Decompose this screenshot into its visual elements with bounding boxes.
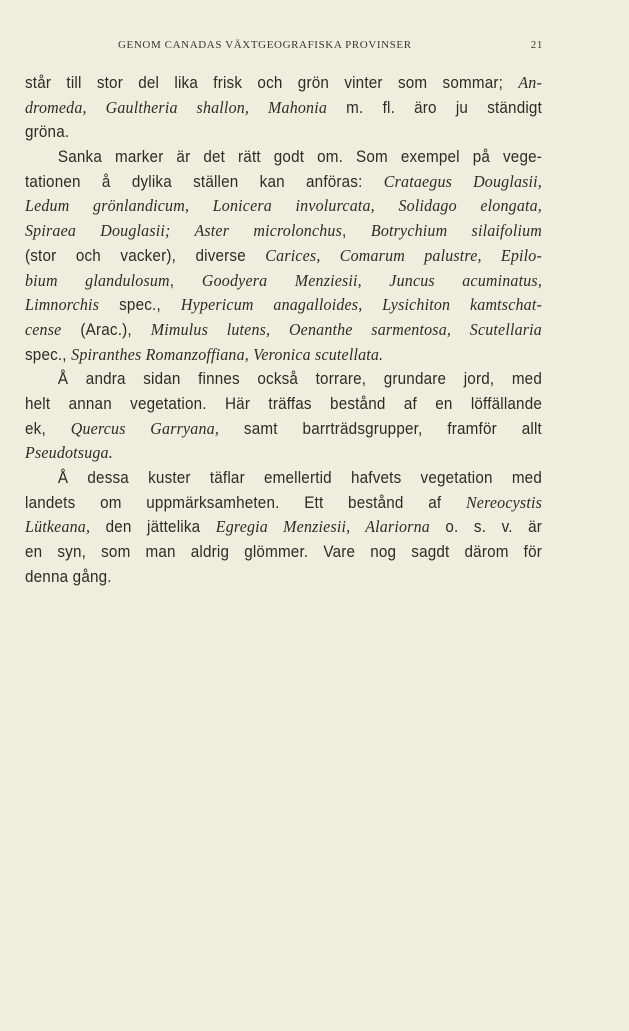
text-line	[25, 269, 542, 294]
text-line	[25, 491, 542, 516]
roman-text: m. fl. äro ju ständigt	[327, 98, 542, 117]
roman-text: ,	[169, 271, 202, 290]
text-line	[25, 466, 542, 491]
roman-text: står till stor del lika frisk och grön vinter som sommar;	[25, 74, 519, 92]
italic-taxon-text: Quercus Garryana,	[70, 418, 220, 438]
text-line	[25, 417, 542, 442]
text-line	[25, 145, 542, 170]
italic-taxon-text: Botrychium silaifolium	[370, 221, 542, 241]
text-line	[25, 170, 542, 195]
italic-taxon-text: Spiranthes Romanzoffiana, Veronica scutellata.	[71, 344, 384, 364]
roman-text: Å dessa kuster täflar emellertid hafvets vegetation med	[57, 469, 543, 487]
italic-taxon-text: Egregia Menziesii, Alariorna	[215, 517, 430, 537]
roman-text: en syn, som man aldrig glömmer. Vare nog sagdt därom för	[25, 543, 542, 562]
roman-text: helt annan vegetation. Här träffas bestånd af en löffällande	[25, 394, 542, 413]
page-body-text	[25, 71, 542, 589]
italic-taxon-text: Crataegus Douglasii,	[383, 171, 542, 191]
roman-text: denna gång.	[25, 567, 112, 586]
italic-taxon-text: Lütkeana,	[25, 517, 91, 537]
italic-taxon-text: Carices, Comarum palustre, Epilo-	[265, 245, 542, 265]
running-title: GENOM CANADAS VÄXTGEOGRAFISKA PROVINSER	[118, 39, 412, 51]
roman-text: landets om uppmärksamheten. Ett bestånd af	[25, 493, 466, 512]
page-number: 21	[530, 39, 543, 51]
roman-text: spec.,	[99, 296, 181, 315]
text-line	[25, 367, 542, 392]
italic-taxon-text: Spiraea Douglasii; Aster microlonchus	[25, 221, 343, 241]
italic-taxon-text: cense	[25, 319, 62, 339]
italic-taxon-text: Pseudotsuga.	[25, 443, 113, 463]
text-line	[25, 441, 542, 466]
text-line	[25, 194, 542, 219]
text-line	[25, 515, 542, 540]
text-line	[25, 392, 542, 417]
text-line	[25, 565, 542, 590]
italic-taxon-text: Nereocystis	[465, 492, 542, 512]
roman-text: o. s. v. är	[429, 518, 542, 537]
text-line	[25, 71, 542, 96]
text-line	[25, 96, 542, 121]
italic-taxon-text: dromeda, Gaultheria shallon, Mahonia	[25, 97, 328, 117]
italic-taxon-text: bium glandulosum	[25, 270, 170, 290]
text-line	[25, 293, 542, 318]
roman-text: gröna.	[25, 123, 70, 142]
italic-taxon-text: Hypericum anagalloides, Lysichiton kamtschat-	[180, 295, 542, 315]
roman-text: samt barrträdsgrupper, framför allt	[219, 419, 542, 438]
italic-taxon-text: Mimulus lutens, Oenanthe sarmentosa, Scutellaria	[150, 319, 542, 339]
roman-text: ek,	[25, 419, 71, 438]
roman-text: (Arac.),	[61, 320, 151, 339]
roman-text: Sanka marker är det rätt godt om. Som exempel på vege-	[57, 148, 543, 167]
text-line	[25, 120, 542, 145]
text-line	[25, 540, 542, 565]
roman-text: (stor och vacker), diverse	[25, 246, 266, 265]
text-line	[25, 244, 542, 269]
italic-taxon-text: Ledum grönlandicum, Lonicera involurcata, Solidago elongata,	[25, 196, 542, 216]
italic-taxon-text: Limnorchis	[25, 295, 100, 315]
text-line	[25, 343, 542, 368]
text-line	[25, 318, 542, 343]
text-line	[25, 219, 542, 244]
roman-text: Å andra sidan finnes också torrare, grundare jord, med	[57, 370, 543, 389]
italic-taxon-text: An-	[518, 73, 542, 92]
italic-taxon-text: Goodyera Menziesii, Juncus acuminatus,	[201, 270, 543, 290]
roman-text: tationen å dylika ställen kan anföras:	[25, 172, 384, 191]
roman-text: ,	[342, 222, 371, 241]
roman-text: den jättelika	[90, 518, 216, 537]
roman-text: spec.,	[25, 345, 72, 364]
